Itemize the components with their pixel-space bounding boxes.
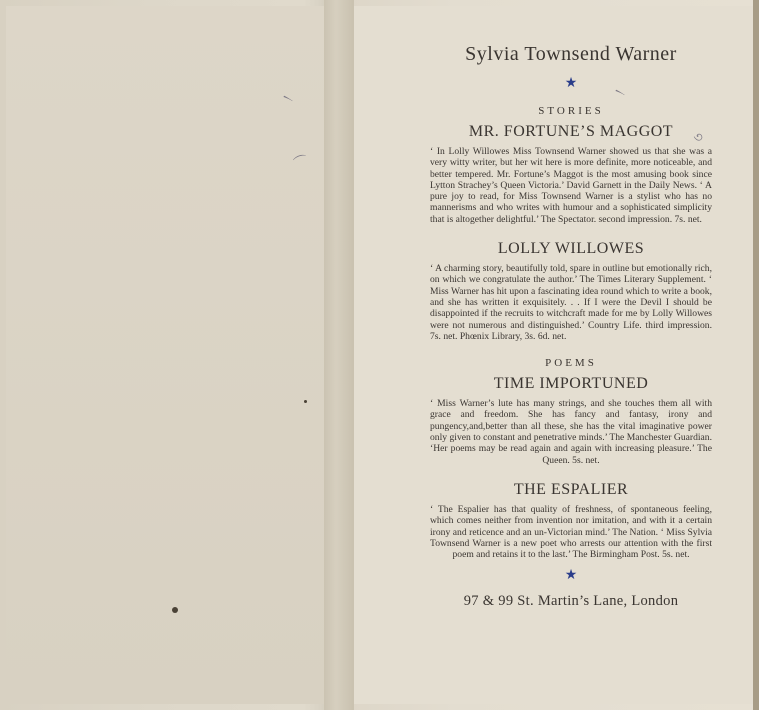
book-title: LOLLY WILLOWES <box>497 240 645 258</box>
author-heading: Sylvia Townsend Warner <box>465 43 677 65</box>
pencil-mark: ৲ <box>611 79 626 97</box>
star-ornament: ★ <box>564 567 578 584</box>
publisher-list <box>430 40 712 610</box>
paper-edge <box>753 0 759 710</box>
pencil-mark: ৩ <box>691 128 706 148</box>
ink-spot <box>304 400 307 403</box>
book-title: TIME IMPORTUNED <box>493 375 649 393</box>
fold-crease <box>324 0 354 710</box>
book-blurb: ‘ In Lolly Willowes Miss Townsend Warner showed us that she was a very witty writer, but her wit here is more definite, more noticeable, and better tempered. Mr. Fortune’s Maggot is the most amusing book since Lytton Strachey’s Queen Victoria.’ David Garnett in the Daily News. ‘ A pure joy to read, for Miss Townsend Warner is a stylist who has no mannerisms and who writes with humour and a sophisticated simplicity that is altogether delightful.’ The Spectator. second impression. 7s. net. <box>430 146 712 225</box>
ink-spot <box>172 607 178 613</box>
book-title: MR. FORTUNE’S MAGGOT <box>468 123 674 140</box>
pencil-mark: ৲ <box>279 85 294 103</box>
section-label-poems: POEMS <box>545 357 597 370</box>
inner-flap <box>6 6 325 704</box>
section-label-stories: STORIES <box>538 105 604 117</box>
publisher-address: 97 & 99 St. Martin’s Lane, London <box>463 593 679 610</box>
book-blurb: ‘ Miss Warner’s lute has many strings, and she touches them all with grace and freedom. She has fancy and fantasy, irony and pungency,and,better than all these, she has the vital imaginative power only given to constant and penetrative minds.’ The Manchester Guardian. ‘Her poems may be read again and again with increasing pleasure.’ The Queen. 5s. net. <box>430 398 712 466</box>
book-blurb: ‘ The Espalier has that quality of freshness, of spontaneous feeling, which comes neither from invention nor imitation, and with it a certain irony and reticence and an un-Victorian mind.’ The Nation. ‘ Miss Sylvia Townsend Warner is a new poet who arrests our attention with the first poem and retains it to the last.’ The Birmingham Post. 5s. net. <box>430 503 712 561</box>
book-title: THE ESPALIER <box>513 480 629 498</box>
pencil-mark: ⌒ <box>292 153 311 173</box>
star-ornament: ★ <box>564 75 578 91</box>
book-blurb: ‘ A charming story, beautifully told, spare in outline but emotionally rich, on which we congratulate the author.’ The Times Literary Supplement. ‘ Miss Warner has hit upon a fascinating idea round which to write a book, and she has written it exquisitely. . . If I were the Devil I should be disappointed if the recruits to witchcraft made for me by Lolly Willowes were not numerous and distinguished.’ Country Life. third impression. 7s. net. Phœnix Library, 3s. 6d. net. <box>430 263 712 342</box>
